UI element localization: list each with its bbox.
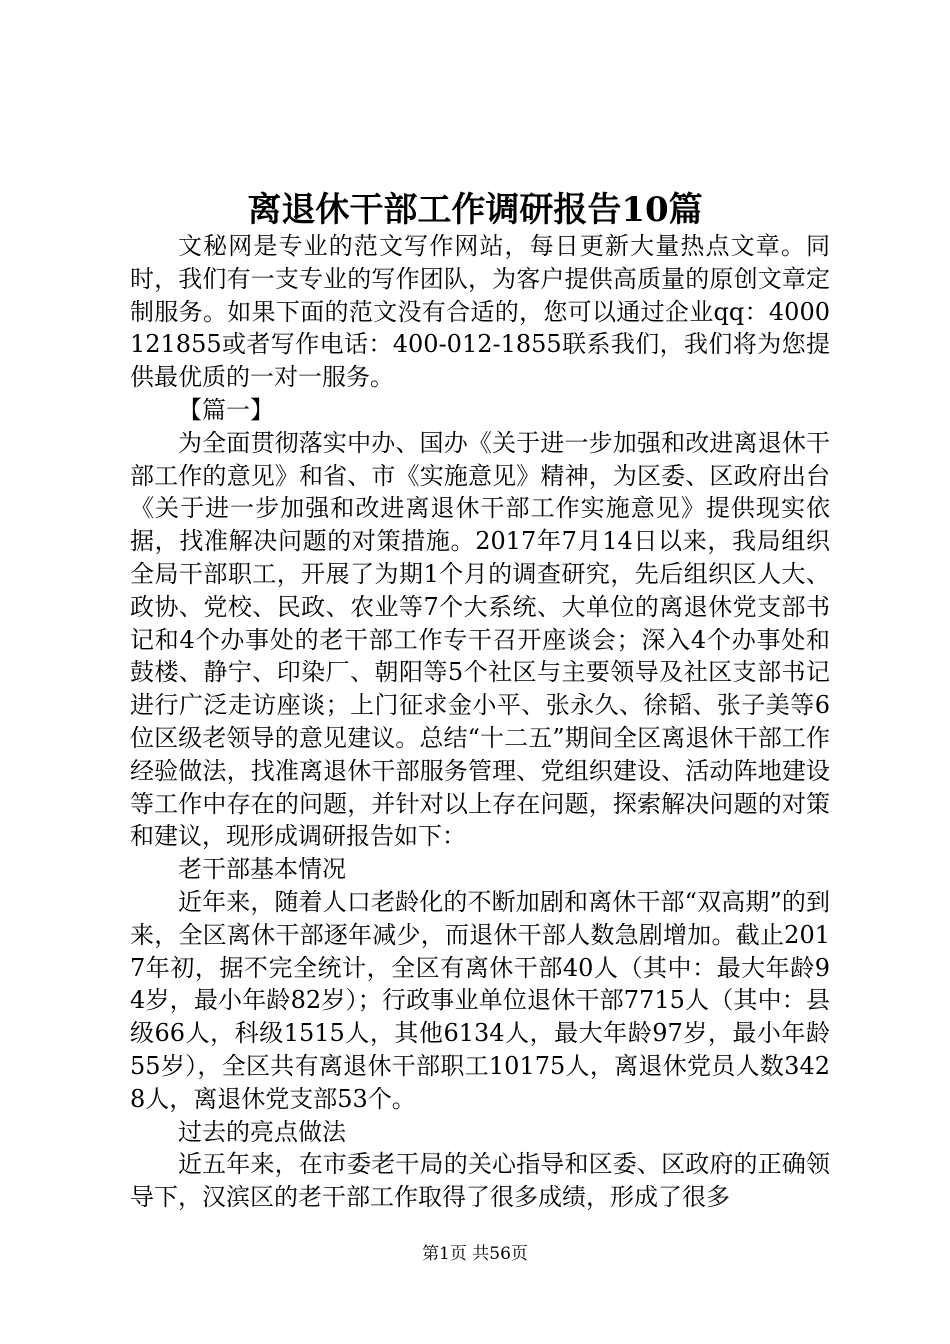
section-heading-basic-situation: 老干部基本情况 [178, 855, 346, 884]
body-paragraph: 为全面贯彻落实中办、国办《关于进一步加强和改进离退休干部工作的意见》和省、市《实施意见》精神，为区委、区政府出台《关于进一步加强和改进离退休干部工作实施意见》提供现实依据，找准解决问题的对策措施。2017年7月14日以来，我局组织全局干部职工，开展了为期1个月的调查研究，先后组织区人大、政协、党校、民政、农业等7个大系统、大单位的离退休党支部书记和4个办事处的老干部工作专干召开座谈会；深入4个办事处和鼓楼、静宁、印染厂、朝阳等5个社区与主要领导及社区支部书记进行广泛走访座谈；上门征求金小平、张永久、徐韬、张子美等6位区级老领导的意见建议。总结“十二五”期间全区离退休干部工作经验做法，找准离退休干部服务管理、党组织建设、活动阵地建设等工作中存在的问题，并针对以上存在问题，探索解决问题的对策和建议，现形成调研报告如下： [130, 428, 830, 851]
body-paragraph: 近年来，随着人口老龄化的不断加剧和离休干部“双高期”的到来，全区离休干部逐年减少，而退休干部人数急剧增加。截止2017年初，据不完全统计，全区有离休干部40人（其中：最大年龄94岁，最小年龄82岁）；行政事业单位退休干部7715人（其中：县级66人，科级1515人，其他6134人，最大年龄97岁，最小年龄55岁），全区共有离退休干部职工10175人，离退休党员人数3428人，离退休党支部53个。 [130, 887, 830, 1113]
section-heading-highlights: 过去的亮点做法 [178, 1117, 346, 1146]
document-title: 离退休干部工作调研报告10篇 [247, 190, 703, 230]
document-body [130, 230, 830, 1214]
body-paragraph: 近五年来，在市委老干局的关心指导和区委、区政府的正确领导下，汉滨区的老干部工作取得了很多成绩，形成了很多 [130, 1150, 830, 1212]
section-heading-part-one: 【篇一】 [178, 395, 274, 424]
intro-paragraph: 文秘网是专业的范文写作网站，每日更新大量热点文章。同时，我们有一支专业的写作团队，为客户提供高质量的原创文章定制服务。如果下面的范文没有合适的，您可以通过企业qq：4000121855或者写作电话：400-012-1855联系我们，我们将为您提供最优质的一对一服务。 [130, 232, 830, 392]
page-footer: 第1页 共56页 [422, 1244, 528, 1264]
